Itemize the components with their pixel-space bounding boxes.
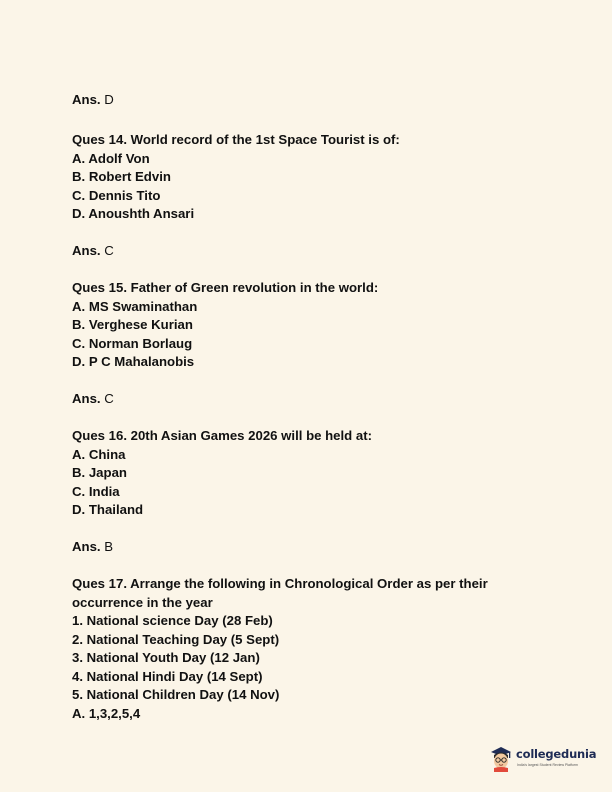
- answer-label: Ans.: [72, 539, 101, 554]
- logo-wordmark: collegedunia: [516, 747, 597, 761]
- question-title-17-line1: Ques 17. Arrange the following in Chronological Order as per their: [72, 576, 488, 591]
- option-a: A. Adolf Von: [72, 150, 150, 166]
- logo-tagline: India's largest Student Review Platform: [517, 763, 578, 767]
- answer-line-14: [72, 242, 542, 261]
- option-b: B. Robert Edvin: [72, 169, 171, 184]
- answer-value: B: [104, 539, 114, 554]
- answer-line-16: [72, 538, 542, 557]
- question-title-15: Ques 15. Father of Green revolution in the world:: [72, 280, 379, 295]
- option-d: D. Anoushth Ansari: [72, 206, 195, 221]
- list-item: 1. National science Day (28 Feb): [72, 613, 273, 628]
- answer-label: Ans.: [72, 391, 101, 406]
- answer-value: C: [104, 391, 114, 406]
- question-title-17-line2: occurrence in the year: [72, 594, 213, 610]
- list-item: 5. National Children Day (14 Nov): [72, 687, 280, 702]
- option-a: A. MS Swaminathan: [72, 298, 198, 314]
- option-c: C. India: [72, 483, 120, 499]
- list-item: 3. National Youth Day (12 Jan): [72, 650, 260, 665]
- list-item: 4. National Hindi Day (14 Sept): [72, 668, 263, 684]
- option-c: C. Norman Borlaug: [72, 335, 193, 351]
- list-item: 2. National Teaching Day (5 Sept): [72, 631, 280, 647]
- answer-value: D: [104, 92, 114, 107]
- answer-line-15: [72, 390, 542, 409]
- question-title-14: Ques 14. World record of the 1st Space Tourist is of:: [72, 132, 400, 147]
- collegedunia-logo: [489, 744, 597, 774]
- answer-label: Ans.: [72, 243, 101, 258]
- option-d: D. Thailand: [72, 502, 144, 517]
- answer-value: C: [104, 243, 114, 258]
- option-b: B. Japan: [72, 465, 127, 480]
- answer-line-13: [72, 91, 542, 110]
- option-a: A. China: [72, 446, 126, 462]
- question-title-16: Ques 16. 20th Asian Games 2026 will be held at:: [72, 428, 373, 443]
- option-d: D. P C Mahalanobis: [72, 354, 195, 369]
- document-body: [72, 91, 542, 723]
- answer-label: Ans.: [72, 92, 101, 107]
- option-c: C. Dennis Tito: [72, 187, 161, 203]
- student-mascot-icon: [489, 746, 513, 772]
- option-a: A. 1,3,2,5,4: [72, 705, 141, 721]
- option-b: B. Verghese Kurian: [72, 317, 193, 332]
